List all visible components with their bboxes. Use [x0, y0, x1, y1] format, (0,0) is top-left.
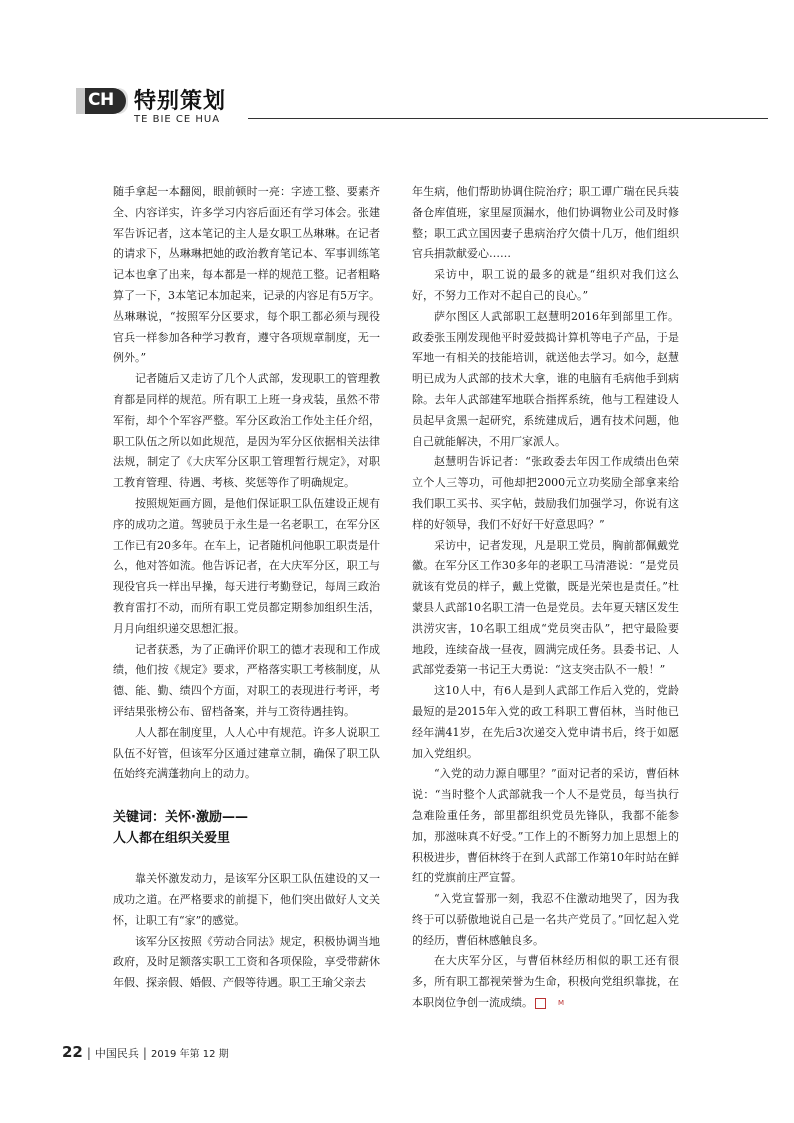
- keyword-line: 关键词：关怀·激励——: [113, 810, 248, 826]
- left-column: [113, 182, 380, 994]
- paragraph-text: 在大庆军分区，与曹佰林经历相似的职工还有很多，所有职工都视荣誉为生命，积极向党组织靠拢，在本职岗位争创一流成绩。: [412, 954, 679, 1010]
- paragraph: 按照规矩画方圆，是他们保证职工队伍建设正规有序的成功之道。驾驶员于永生是一名老职工，在军分区工作已有20多年。在车上，记者随机问他职工职责是什么，他对答如流。他告诉记者，在大庆军分区，职工与现役官兵一样出早操，每天进行考勤登记，每周三政治教育雷打不动，而所有职工党员都定期参加组织生活，月月向组织递交思想汇报。: [113, 496, 380, 635]
- paragraph: 记者获悉，为了正确评价职工的德才表现和工作成绩，他们按《规定》要求，严格落实职工考核制度，从德、能、勤、绩四个方面，对职工的表现进行考评，考评结果张榜公布、留档备案，并与工资待遇挂钩。: [113, 642, 380, 718]
- logo-accent: [76, 88, 85, 114]
- section-subtitle: TE BIE CE HUA: [134, 114, 221, 125]
- magazine-name: 中国民兵: [94, 1047, 139, 1060]
- logo-text: CH: [88, 90, 114, 110]
- page-number: 22: [62, 1043, 83, 1061]
- paragraph: 采访中，职工说的最多的就是“组织对我们这么好，不努力工作对不起自己的良心。”: [412, 268, 679, 302]
- paragraph: 该军分区按照《劳动合同法》规定，积极协调当地政府，及时足额落实职工工资和各项保险，享受带薪休年假、探亲假、婚假、产假等待遇。职工王瑜父亲去: [113, 934, 380, 990]
- keyword-subheading: 人人都在组织关爱里: [113, 831, 231, 847]
- issue-info: 2019 年第 12 期: [150, 1049, 229, 1060]
- end-mark-icon: M: [535, 998, 546, 1009]
- keyword-heading: [113, 807, 380, 849]
- section-title: 特别策划: [134, 89, 227, 114]
- footer-separator: |: [86, 1046, 91, 1060]
- page-footer: [62, 1042, 229, 1061]
- paragraph: 这10人中，有6人是到人武部工作后入党的，党龄最短的是2015年入党的政工科职工曹佰林，当时他已经年满41岁，在先后3次递交入党申请书后，终于如愿加入党组织。: [412, 684, 679, 760]
- footer-separator: |: [142, 1046, 147, 1060]
- paragraph: 靠关怀激发动力，是该军分区职工队伍建设的又一成功之道。在严格要求的前提下，他们突出做好人文关怀，让职工有“家”的感觉。: [113, 872, 380, 927]
- paragraph: 人人都在制度里，人人心中有规范。许多人说职工队伍不好管，但该军分区通过建章立制，确保了职工队伍始终充满蓬勃向上的动力。: [113, 725, 380, 781]
- paragraph: 随手拿起一本翻阅，眼前顿时一亮：字迹工整、要素齐全、内容详实，许多学习内容后面还有学习体会。张建军告诉记者，这本笔记的主人是女职工丛琳琳。在记者的请求下，丛琳琳把她的政治教育笔记本、军事训练笔记本也拿了出来，每本都是一样的规范工整。记者粗略算了一下，3本笔记本加起来，记录的内容足有5万字。丛琳琳说，“按照军分区要求，每个职工都必须与现役官兵一样参加各种学习教育，遵守各项规章制度，无一例外。”: [113, 185, 380, 365]
- paragraph: 采访中，记者发现，凡是职工党员，胸前都佩戴党徽。在军分区工作30多年的老职工马清港说：“是党员就该有党员的样子，戴上党徽，既是光荣也是责任。”杜蒙县人武部10名职工清一色是党员。去年夏天辖区发生洪涝灾害，10名职工组成“党员突击队”，把守最险要地段，连续奋战一昼夜，圆满完成任务。县委书记、人武部党委第一书记王大勇说：“这支突击队不一般！”: [412, 538, 679, 677]
- paragraph-last: [412, 951, 679, 1013]
- page-header: [0, 0, 794, 140]
- paragraph: “入党的动力源自哪里？”面对记者的采访，曹佰林说：“当时整个人武部就我一个人不是党员，每当执行急难险重任务，部里都组织党员先锋队，我都不能参加，那滋味真不好受。”工作上的不断努力加上思想上的积极进步，曹佰林终于在到人武部工作第10年时站在鲜红的党旗前庄严宣誓。: [412, 767, 679, 885]
- paragraph: “入党宣誓那一刻，我忍不住激动地哭了，因为我终于可以骄傲地说自己是一名共产党员了。”回忆起入党的经历，曹佰林感触良多。: [412, 892, 679, 947]
- paragraph: 记者随后又走访了几个人武部，发现职工的管理教育都是同样的规范。所有职工上班一身戎装，虽然不带军衔，却个个军容严整。军分区政治工作处主任介绍，职工队伍之所以如此规范，是因为军分区依据相关法律法规，制定了《大庆军分区职工管理暂行规定》，对职工教育管理、待遇、考核、奖惩等作了明确规定。: [113, 372, 380, 490]
- paragraph: 年生病，他们帮助协调住院治疗；职工谭广瑞在民兵装备仓库值班，家里屋顶漏水，他们协调物业公司及时修整；职工武立国因妻子患病治疗欠债十几万，他们组织官兵捐款献爱心……: [412, 185, 679, 261]
- paragraph: 萨尔图区人武部职工赵慧明2016年到部里工作。政委张玉刚发现他平时爱鼓捣计算机等电子产品，于是军地一有相关的技能培训，就送他去学习。如今，赵慧明已成为人武部的技术大拿，谁的电脑有毛病他手到病除。去年人武部建军地联合指挥系统，他与工程建设人员起早贪黑一起研究，系统建成后，遇有技术问题，他自己就能解决，不用厂家派人。: [412, 309, 679, 448]
- section-logo: [76, 88, 126, 114]
- paragraph: 赵慧明告诉记者：“张政委去年因工作成绩出色荣立个人三等功，可他却把2000元立功奖励全部拿来给我们职工买书、买字帖，鼓励我们加强学习，你说有这样的好领导，我们不好好干好意思吗？”: [412, 455, 679, 531]
- header-rule: [248, 118, 768, 119]
- right-column: [412, 182, 679, 1014]
